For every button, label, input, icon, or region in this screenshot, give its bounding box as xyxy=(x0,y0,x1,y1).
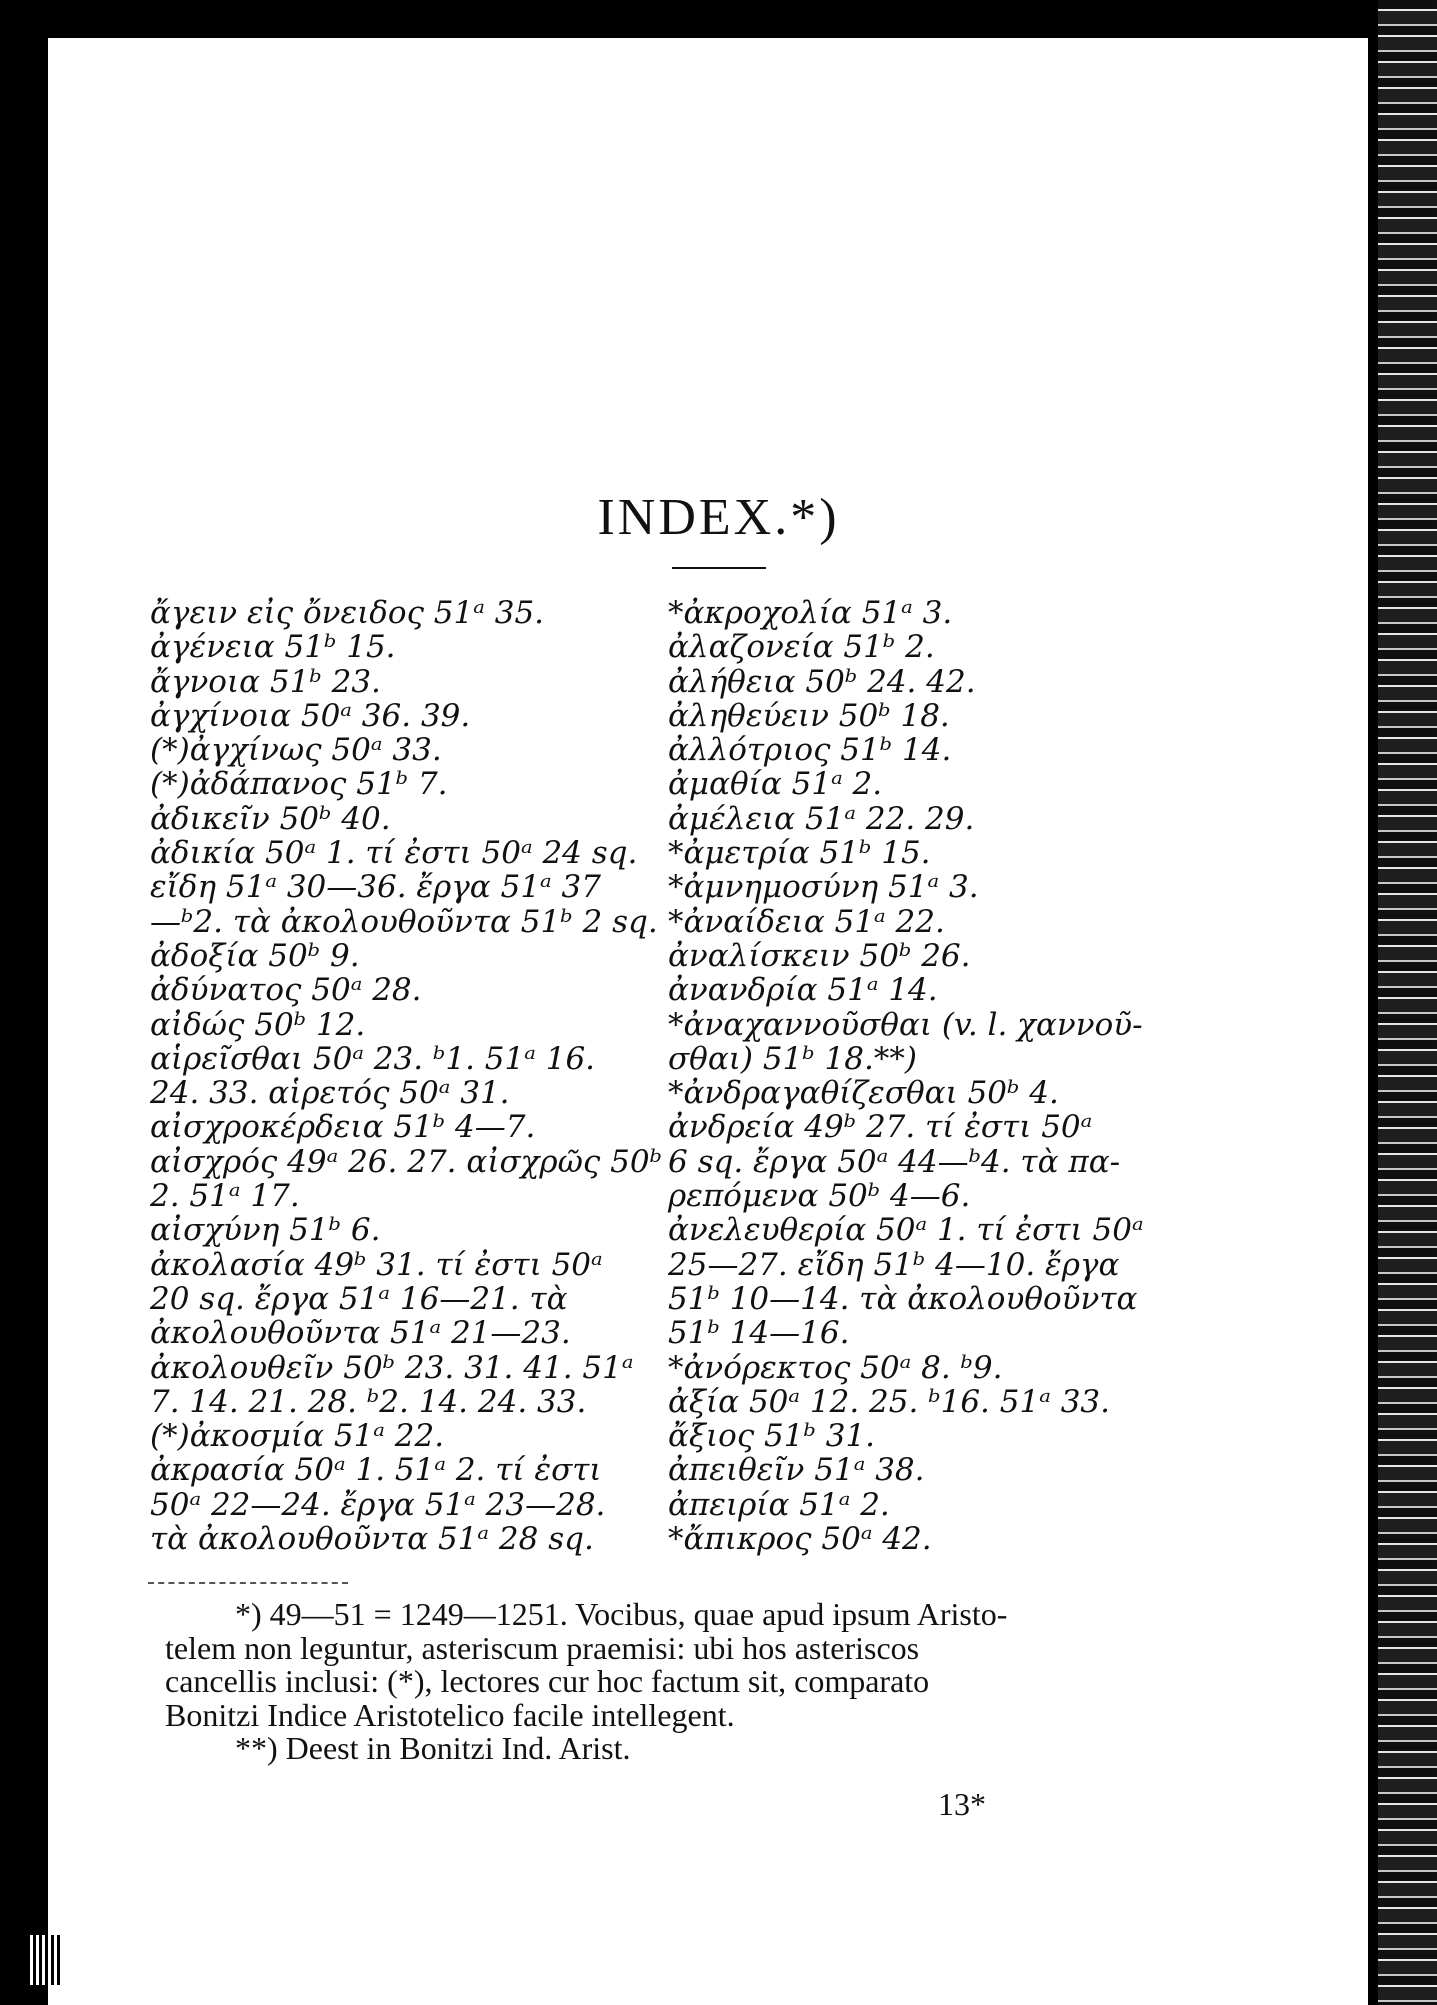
index-entry: ἀγχίνοια 50ᵃ 36. 39. xyxy=(150,697,471,734)
index-entry: ἀδικία 50ᵃ 1. τί ἐστι 50ᵃ 24 sq. xyxy=(150,835,638,872)
index-entry: ἀλήθεια 50ᵇ 24. 42. xyxy=(668,663,976,700)
footnote-line: **) Deest in Bonitzi Ind. Arist. xyxy=(235,1730,631,1766)
index-entry: ἀπειθεῖν 51ᵃ 38. xyxy=(668,1452,925,1489)
index-entry: αἱρεῖσθαι 50ᵃ 23. ᵇ1. 51ᵃ 16. xyxy=(150,1040,596,1077)
index-entry: αἰσχρός 49ᵃ 26. 27. αἰσχρῶς 50ᵇ xyxy=(150,1143,662,1180)
index-entry: ἀνελευθερία 50ᵃ 1. τί ἐστι 50ᵃ xyxy=(668,1212,1144,1249)
index-entry: *ἀνδραγαθίζεσθαι 50ᵇ 4. xyxy=(668,1075,1059,1112)
index-entry: 51ᵇ 10—14. τὰ ἀκολουθοῦντα xyxy=(668,1280,1138,1317)
index-entry: αἰσχύνη 51ᵇ 6. xyxy=(150,1212,381,1249)
page-number: 13* xyxy=(938,1786,986,1822)
index-entry: ἀκολασία 49ᵇ 31. τί ἐστι 50ᵃ xyxy=(150,1246,603,1283)
index-entry: ἀδικεῖν 50ᵇ 40. xyxy=(150,800,391,837)
index-entry: ἀξία 50ᵃ 12. 25. ᵇ16. 51ᵃ 33. xyxy=(668,1383,1110,1420)
index-entry: ἀγένεια 51ᵇ 15. xyxy=(150,629,396,666)
index-entry: 7. 14. 21. 28. ᵇ2. 14. 24. 33. xyxy=(150,1383,587,1420)
index-column-right xyxy=(668,596,1168,1556)
index-entry: 24. 33. αἱρετός 50ᵃ 31. xyxy=(150,1075,510,1112)
title-rule xyxy=(672,567,766,569)
index-entry: ἀνανδρία 51ᵃ 14. xyxy=(668,972,938,1009)
index-entry: ἀνδρεία 49ᵇ 27. τί ἐστι 50ᵃ xyxy=(668,1109,1093,1146)
index-entry: 50ᵃ 22—24. ἔργα 51ᵃ 23—28. xyxy=(150,1486,606,1523)
index-entry: ἀληθεύειν 50ᵇ 18. xyxy=(668,697,950,734)
index-entry: (*)ἀγχίνως 50ᵃ 33. xyxy=(150,732,442,769)
index-entry: *ἀμνημοσύνη 51ᵃ 3. xyxy=(668,869,979,906)
footnote-line: Bonitzi Indice Aristotelico facile intellegent. xyxy=(165,1696,735,1733)
index-entry: τὰ ἀκολουθοῦντα 51ᵃ 28 sq. xyxy=(150,1521,594,1558)
index-entry: ἀκολουθεῖν 50ᵇ 23. 31. 41. 51ᵃ xyxy=(150,1349,634,1386)
index-entry: 20 sq. ἔργα 51ᵃ 16—21. τὰ xyxy=(150,1280,568,1317)
index-entry: ἀδοξία 50ᵇ 9. xyxy=(150,937,360,974)
index-entry: 25—27. εἴδη 51ᵇ 4—10. ἔργα xyxy=(668,1246,1120,1283)
index-entry: (*)ἀκοσμία 51ᵃ 22. xyxy=(150,1418,445,1455)
scan-edge xyxy=(1378,0,1437,2005)
index-entry: ἄγειν εἰς ὄνειδος 51ᵃ 35. xyxy=(150,595,545,631)
index-entry: —ᵇ2. τὰ ἀκολουθοῦντα 51ᵇ 2 sq. xyxy=(150,903,658,940)
index-entry: ἀπειρία 51ᵃ 2. xyxy=(668,1486,890,1523)
index-entry: *ἀναίδεια 51ᵃ 22. xyxy=(668,903,945,940)
index-entry: ρεπόμενα 50ᵇ 4—6. xyxy=(668,1178,971,1215)
page-title: INDEX.*) xyxy=(597,489,840,546)
index-entry: (*)ἀδάπανος 51ᵇ 7. xyxy=(150,766,448,803)
index-entry: ἀκρασία 50ᵃ 1. 51ᵃ 2. τί ἐστι xyxy=(150,1452,602,1489)
footnotes xyxy=(165,1598,1165,1766)
index-entry: 6 sq. ἔργα 50ᵃ 44—ᵇ4. τὰ πα- xyxy=(668,1143,1121,1180)
index-entry: ἀμαθία 51ᵃ 2. xyxy=(668,766,883,803)
index-entry: ἄγνοια 51ᵇ 23. xyxy=(150,663,381,700)
index-column-left xyxy=(150,595,662,1558)
index-entry: *ἀναχαννοῦσθαι (v. l. χαννοῦ- xyxy=(668,1006,1143,1043)
footnote-rule xyxy=(148,1582,348,1585)
scan-corner-mark xyxy=(30,1935,60,1985)
index-entry: αἰσχροκέρδεια 51ᵇ 4—7. xyxy=(150,1109,536,1146)
index-entry: εἴδη 51ᵃ 30—36. ἔργα 51ᵃ 37 xyxy=(150,869,601,906)
index-entry: ἀκολουθοῦντα 51ᵃ 21—23. xyxy=(150,1315,571,1352)
index-entry: 51ᵇ 14—16. xyxy=(668,1315,850,1352)
footnote-line: *) 49—51 = 1249—1251. Vocibus, quae apud ipsum Aristo- xyxy=(235,1596,1008,1632)
index-entry: ἀναλίσκειν 50ᵇ 26. xyxy=(668,937,971,974)
index-entry: *ἀμετρία 51ᵇ 15. xyxy=(668,835,931,872)
index-entry: *ἄπικρος 50ᵃ 42. xyxy=(668,1521,932,1558)
index-entry: ἀλλότριος 51ᵇ 14. xyxy=(668,732,952,769)
index-entry: 2. 51ᵃ 17. xyxy=(150,1178,300,1215)
footnote-line: cancellis inclusi: (*), lectores cur hoc factum sit, comparato xyxy=(165,1663,930,1699)
index-entry: *ἀκροχολία 51ᵃ 3. xyxy=(668,595,953,631)
index-entry: ἀδύνατος 50ᵃ 28. xyxy=(150,972,422,1009)
footnote-line: telem non leguntur, asteriscum praemisi: ubi hos asteriscos xyxy=(165,1629,920,1666)
index-entry: ἄξιος 51ᵇ 31. xyxy=(668,1418,876,1455)
index-entry: αἰδώς 50ᵇ 12. xyxy=(150,1006,366,1043)
index-entry: ἀμέλεια 51ᵃ 22. 29. xyxy=(668,800,975,837)
index-entry: ἀλαζονεία 51ᵇ 2. xyxy=(668,629,935,666)
index-entry: *ἀνόρεκτος 50ᵃ 8. ᵇ9. xyxy=(668,1349,1003,1386)
index-entry: σθαι) 51ᵇ 18.**) xyxy=(668,1040,917,1077)
